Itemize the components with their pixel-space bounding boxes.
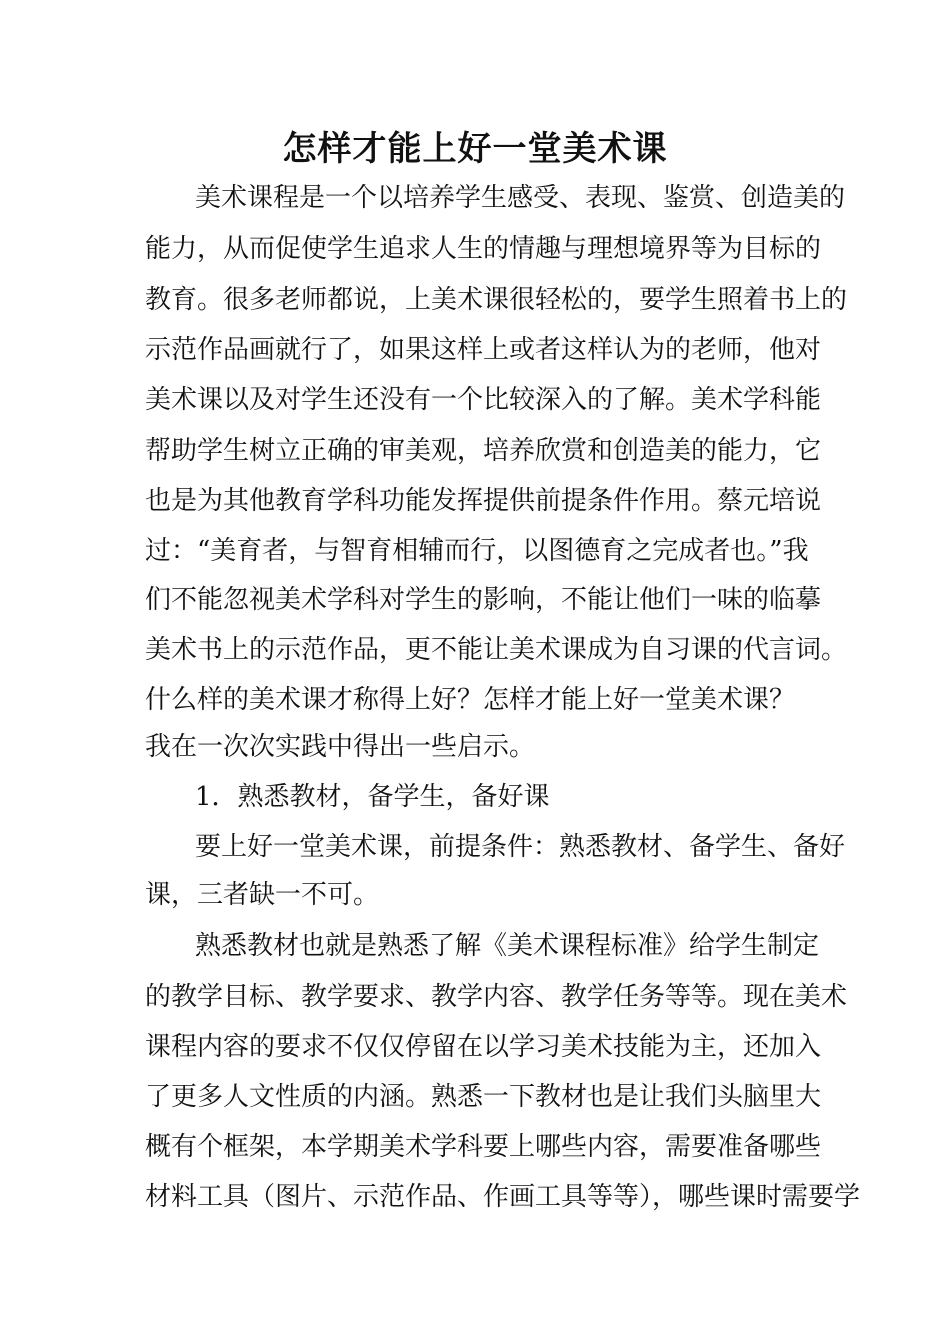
- paragraph-line: 概有个框架，本学期美术学科要上哪些内容，需要准备哪些: [145, 1132, 822, 1162]
- paragraph-line: 帮助学生树立正确的审美观，培养欣赏和创造美的能力，它: [145, 436, 822, 466]
- document-title: 怎样才能上好一堂美术课: [282, 129, 668, 169]
- paragraph-line: 课，三者缺一不可。: [145, 880, 380, 910]
- paragraph-line: 要上好一堂美术课，前提条件：熟悉教材、备学生、备好: [195, 832, 846, 862]
- paragraph-line: 了更多人文性质的内涵。熟悉一下教材也是让我们头脑里大: [145, 1082, 822, 1112]
- paragraph-line: 的教学目标、教学要求、教学内容、教学任务等等。现在美术: [145, 982, 848, 1012]
- paragraph-line: 我在一次次实践中得出一些启示。: [145, 732, 536, 762]
- paragraph-line: 什么样的美术课才称得上好？怎样才能上好一堂美术课？: [145, 685, 796, 715]
- paragraph-line: 能力，从而促使学生追求人生的情趣与理想境界等为目标的: [145, 234, 822, 264]
- paragraph-line: 课程内容的要求不仅仅停留在以学习美术技能为主，还加入: [145, 1032, 822, 1062]
- paragraph-line: 材料工具（图片、示范作品、作画工具等等），哪些课时需要学: [145, 1182, 861, 1212]
- paragraph-line: 美术课程是一个以培养学生感受、表现、鉴赏、创造美的: [195, 183, 846, 213]
- paragraph-line: 示范作品画就行了，如果这样上或者这样认为的老师，他对: [145, 335, 822, 365]
- paragraph-line: 过：“美育者，与智育相辅而行，以图德育之完成者也。”我: [145, 536, 809, 566]
- paragraph-line: 也是为其他教育学科功能发挥提供前提条件作用。蔡元培说: [145, 486, 822, 516]
- section-heading: 1．熟悉教材，备学生，备好课: [195, 782, 550, 812]
- paragraph-line: 美术课以及对学生还没有一个比较深入的了解。美术学科能: [145, 385, 822, 415]
- paragraph-line: 们不能忽视美术学科对学生的影响，不能让他们一味的临摹: [145, 585, 822, 615]
- paragraph-line: 熟悉教材也就是熟悉了解《美术课程标准》给学生制定: [195, 931, 820, 961]
- paragraph-line: 美术书上的示范作品，更不能让美术课成为自习课的代言词。: [145, 635, 848, 665]
- paragraph-line: 教育。很多老师都说，上美术课很轻松的，要学生照着书上的: [145, 285, 848, 315]
